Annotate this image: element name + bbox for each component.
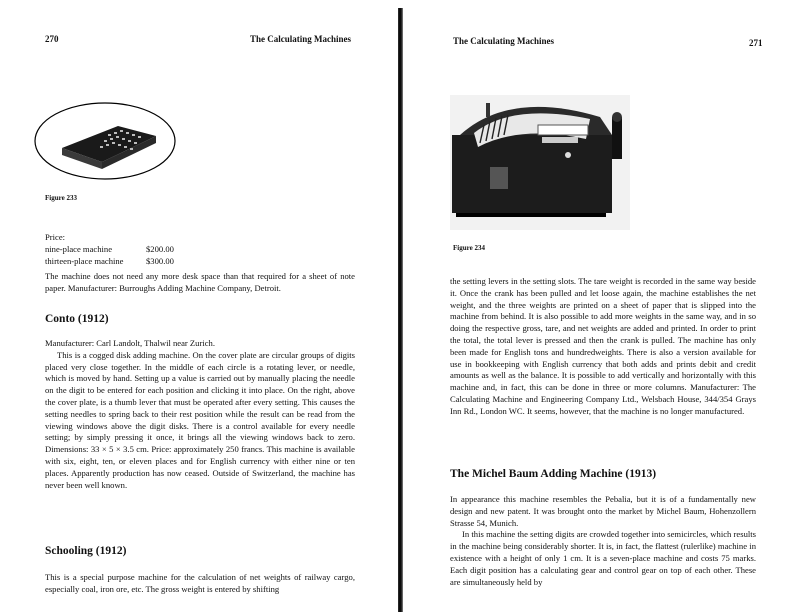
figure-caption: Figure 234	[453, 244, 485, 252]
section-heading: The Michel Baum Adding Machine (1913)	[450, 468, 657, 480]
manufacturer-line: Manufacturer: Carl Landolt, Thalwil near Zurich.	[45, 338, 215, 348]
body-paragraph: In appearance this machine resembles the Pebalia, but it is of a fundamentally new design and new patent. It was brought onto the market by Michel Baum, Hohenzollern Strasse 54, Munich.	[450, 494, 756, 528]
figure-233-image	[30, 96, 180, 186]
price-list	[45, 232, 174, 267]
page-number: 271	[749, 38, 763, 48]
section-heading: Conto (1912)	[45, 313, 109, 325]
body-paragraph: In this machine the setting digits are crowded together into semicircles, which results in the machine being considerably shorter. It is, in fact, the flattest (rulerlike) machine in existence with a height of only 1 cm. It is a seven-place machine and costs 75 marks. Each digit position has a calculating gear and control gear on top of each other. These are simultaneously held by	[450, 529, 756, 587]
price-item-label: thirteen-place machine	[45, 255, 124, 266]
running-head: The Calculating Machines	[453, 36, 555, 46]
body-paragraph: This is a special purpose machine for the calculation of net weights of railway cargo, especially coal, iron ore, etc. The gross weight is entered by shifting	[45, 572, 355, 594]
page-number: 270	[45, 34, 59, 44]
figure-234-image	[450, 95, 630, 230]
body-paragraph: This is a cogged disk adding machine. On the cover plate are circular groups of digits placed very close together. In the middle of each circle is a rotating lever, or needle, which is moved by hand. Setting up a value is carried out by manually placing the needle on the digit to be entered for each position and clicking it into place. On the right, above the cover plate, is a thumb lever that must be operated after every setting. This causes the setting needles to spring back to their rest position while the result can be read from the viewing windows above the digit disks. There is a control available for every needle setting; by simply pressing it once, it brings all the viewing windows back to zero. Dimensions: 33 × 5 × 3.5 cm. Price: approximately 250 francs. This machine is available with six, eight, ten, or eleven places and for English currency with either nine or ten places. Apparently production has now ceased. Outside of Switzerland, the machine has never been well known.	[45, 349, 355, 490]
price-label: Price:	[45, 232, 66, 242]
section-heading: Schooling (1912)	[45, 545, 127, 557]
body-paragraph: the setting levers in the setting slots. The tare weight is recorded in the same way beside it. Once the crank has been pulled and let loose again, the machine establishes the net weight, and the three weights are printed on a sheet of paper that is slipped into the machine from behind. It is also possible to add more weights in the same way, and in so doing the respective gross, tare, and net weights are added and printed. In order to print the total, the total lever is pressed and then the crank is pulled. The machine has only been made for English tons and hundredweights. There is also a version available for use in bookkeeping with English currency that both adds and prints debit and credit amounts as well as the balance. It is possible to add vertically and horizontally with this machine and, in fact, this can be done in three or more columns. Manufacturer: The Calculating Machine and Engineering Company Ltd., Welsbach House, 344/354 Grays Inn Rd., London WC. It seems, however, that the machine is no longer manufactured.	[450, 276, 756, 416]
section-body	[45, 338, 355, 491]
price-item-value: $200.00	[146, 243, 174, 254]
intro-paragraph: The machine does not need any more desk space than that required for a sheet of note paper. Manufacturer: Burroughs Adding Machine Company, Detroit.	[45, 271, 355, 293]
figure-caption: Figure 233	[45, 194, 77, 202]
running-head: The Calculating Machines	[250, 34, 352, 44]
price-row	[45, 244, 174, 256]
price-item-label: nine-place machine	[45, 243, 113, 254]
section-body	[450, 494, 756, 588]
price-item-value: $300.00	[146, 255, 174, 266]
price-row	[45, 256, 174, 268]
right-page	[402, 0, 792, 612]
